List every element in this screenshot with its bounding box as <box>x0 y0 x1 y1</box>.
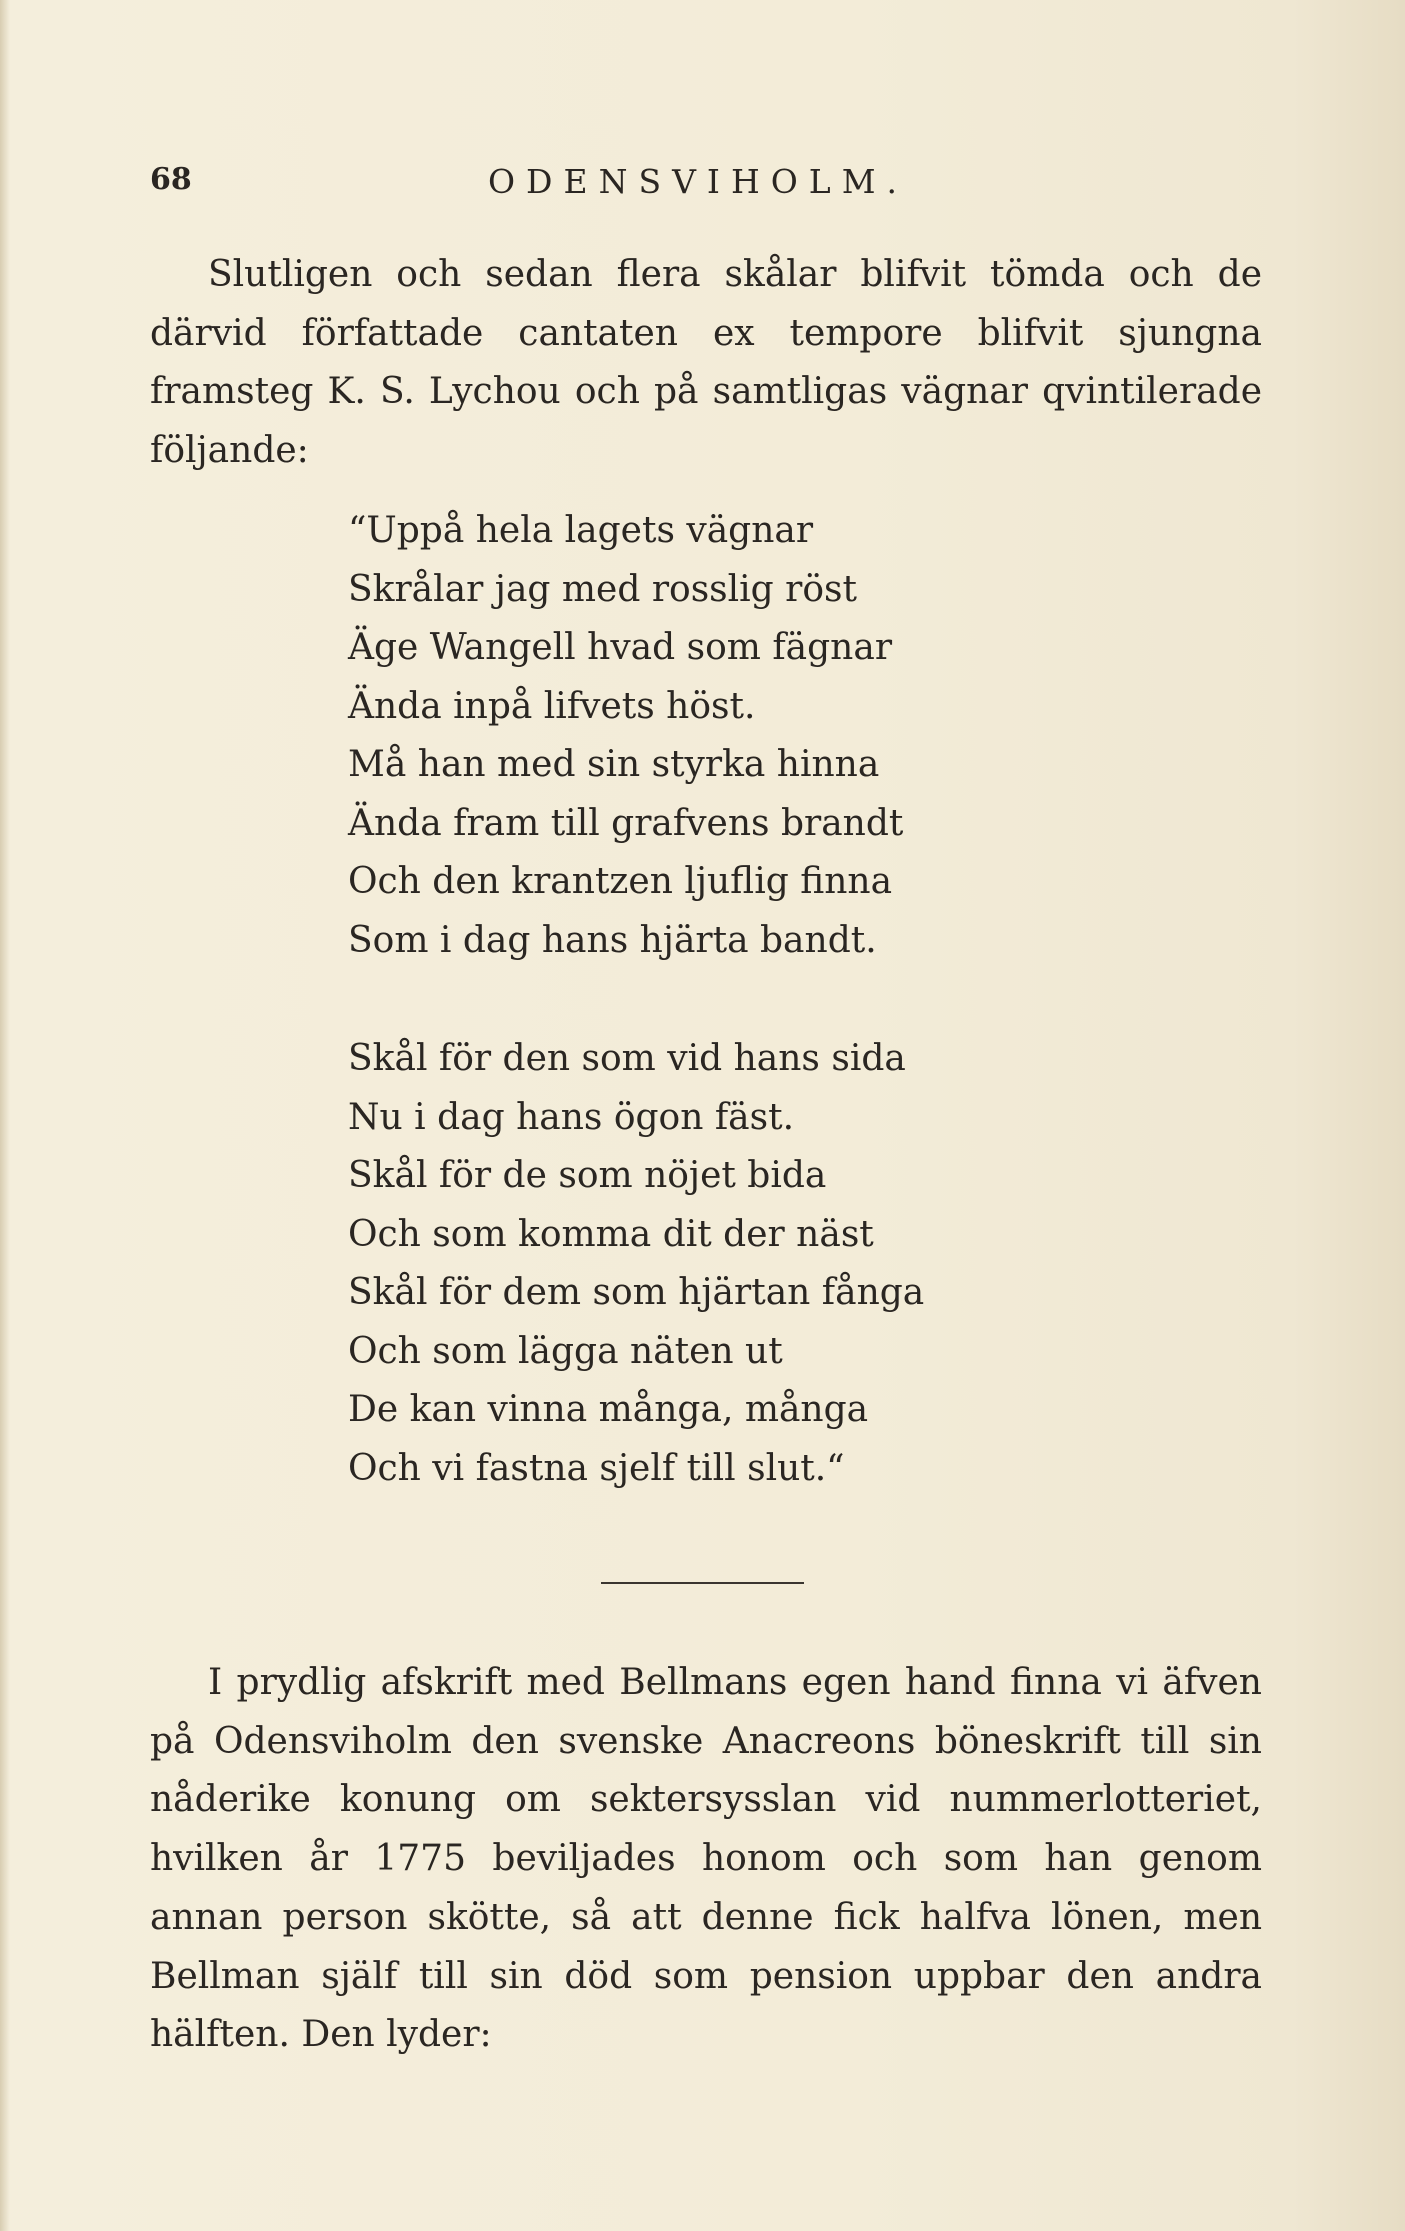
poem-line: Skål för de som nöjet bida <box>348 1155 827 1196</box>
poem-line: “Uppå hela lagets vägnar <box>348 510 814 551</box>
poem-line: Nu i dag hans ögon fäst. <box>348 1096 795 1138</box>
body-paragraph <box>150 1654 1262 2065</box>
poem-line: Och den krantzen ljuflig finna <box>348 861 893 902</box>
poem-line: Ända fram till grafvens brandt <box>348 802 904 844</box>
page-gutter-shadow <box>0 0 10 2231</box>
running-header <box>150 162 1260 208</box>
section-divider-rule <box>601 1582 804 1584</box>
poem-line: Och vi fastna sjelf till slut.“ <box>348 1447 845 1489</box>
poem-stanza-2 <box>348 1030 924 1498</box>
poem-line: Skål för den som vid hans sida <box>348 1038 906 1079</box>
page-number: 68 <box>150 162 192 197</box>
poem-line: De kan vinna många, många <box>348 1389 869 1430</box>
body-paragraph-text: I prydlig afskrift med Bellmans egen hand finna vi äfven på Odensviholm den svenske Anacreons böneskrift till sin nåderike konung om sektersysslan vid nummerlotteriet, hvilken år 1775 beviljades honom och som han genom annan person skötte, så att denne fick halfva lönen, men Bellman själf till sin död som pension uppbar den andra hälften. Den lyder: <box>150 1662 1262 2056</box>
intro-paragraph <box>150 246 1262 481</box>
running-title: ODENSVIHOLM. <box>488 162 908 201</box>
poem-line: Ända inpå lifvets höst. <box>348 685 756 727</box>
poem-line: Och som lägga näten ut <box>348 1330 783 1372</box>
poem-line: Äge Wangell hvad som fägnar <box>348 627 893 668</box>
poem-stanza-1 <box>348 502 903 970</box>
intro-paragraph-text: Slutligen och sedan flera skålar blifvit tömda och de därvid författade cantaten ex tempore blifvit sjungna framsteg K. S. Lychou och på samtligas vägnar qvintilerade följande: <box>150 254 1262 472</box>
poem-line: Och som komma dit der näst <box>348 1213 874 1255</box>
poem-line: Skrålar jag med rosslig röst <box>348 568 857 610</box>
poem-line: Skål för dem som hjärtan fånga <box>348 1272 925 1313</box>
poem-line: Som i dag hans hjärta bandt. <box>348 919 877 961</box>
poem-line: Må han med sin styrka hinna <box>348 744 880 785</box>
